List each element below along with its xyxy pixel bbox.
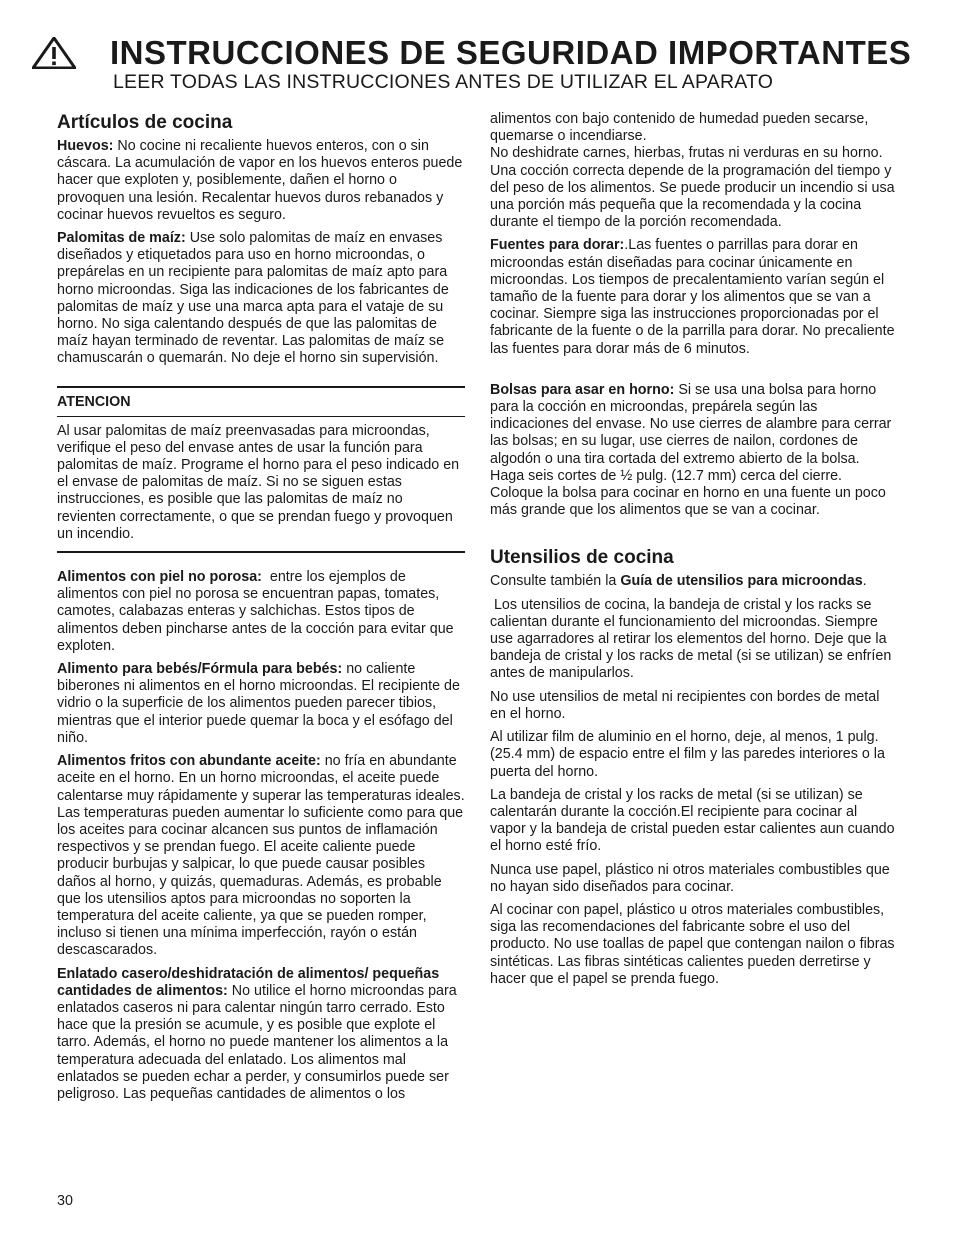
baby-food-label: Alimento para bebés/Fórmula para bebés: [57,661,343,678]
skin-foods-label: Alimentos con piel no porosa: [57,569,262,586]
caution-text: Al usar palomitas de maíz preenvasadas para microondas, verifique el peso del envase antes de usar la función para palomitas de maíz. Programe el horno para el peso indicado en el envase de palomitas de maíz. Si no se siguen estas instrucciones, es posible que las palomitas de maíz no revienten correctamente, o que se prendan fuego y provoquen un incendio. [57,422,460,542]
caution-title: ATENCION [57,388,465,417]
continued-text-1: alimentos con bajo contenido de humedad pueden secarse, quemarse o incendiarse. [490,111,869,145]
page-subtitle: LEER TODAS LAS INSTRUCCIONES ANTES DE UTILIZAR EL APARATO [113,71,774,93]
utensils-paragraph-6: Al cocinar con papel, plástico u otros materiales combustibles, siga las recomendaciones del fabricante sobre el uso del producto. No use toallas de papel que contengan nailon o fibras sintéticas. Las fibras sintéticas calientes pueden derretirse y hacer que el papel se prenda fuego. [490,901,895,987]
utensils-paragraph-1: Los utensilios de cocina, la bandeja de cristal y los racks se calientan durante el funcionamiento del microondas. Siempre use agarradores al retirar los elementos del horno. Deje que la bandeja de cristal y los racks de metal (si se utilizan) se enfríen antes de manipularlos. [490,596,896,682]
continued-text-2: No deshidrate carnes, hierbas, frutas ni verduras en su horno. [490,145,883,162]
popcorn-label: Palomitas de maíz: [57,230,186,247]
caution-box [57,386,465,553]
warning-triangle-icon [32,37,76,69]
skin-foods-paragraph [57,569,465,655]
see-also-paragraph [490,573,895,590]
skin-foods-text: entre los ejemplos de alimentos con piel no porosa se encuentran papas, tomates, camotes, calabazas enteras y salchichas. Estos tipos de alimentos deben pincharse antes de la cocción para evitar que exploten. [57,569,458,654]
page-header [28,36,928,93]
utensils-heading: Utensilios de cocina [490,547,674,569]
canning-paragraph [57,966,465,1104]
cookware-heading: Artículos de cocina [57,112,233,133]
fried-foods-label: Alimentos fritos con abundante aceite: [57,753,321,770]
utensils-paragraph-5: Nunca use papel, plástico ni otros materiales combustibles que no hayan sido diseñados para cocinar. [490,861,890,895]
title-row [28,36,928,70]
utensils-paragraph-2: No use utensilios de metal ni recipientes con bordes de metal en el horno. [490,688,880,722]
popcorn-text: Use solo palomitas de maíz en envases diseñados y etiquetados para uso en horno microondas, o prepárelas en un recipiente para palomitas de maíz apto para horno microondas. Siga las indicaciones de los fabricantes de palomitas de maíz y use una marca apta para el vataje de su horno. No siga calentando después de que las palomitas de maíz hayan terminado de reventar. Las palomitas de maíz se chamuscarán o quemarán. No deje el horno sin supervisión. [57,230,449,367]
oven-bags-paragraph [490,382,895,520]
caution-body [57,417,465,551]
see-also-prefix: Consulte también la [490,573,621,590]
browning-dish-text: .Las fuentes o parrillas para dorar en microondas están diseñadas para cocinar únicamente en microondas. Los tiempos de precalentamiento varían según el tamaño de la fuente para dorar y los alimentos que se van a cocinar. Siempre siga las instrucciones proporcionadas por el fabricante de la fuente o de la parrilla para dorar. No precaliente las fuentes para dorar más de 6 minutos. [490,237,895,357]
eggs-text: No cocine ni recaliente huevos enteros, con o sin cáscara. La acumulación de vapor en los huevos enteros puede hacer que exploten y, posiblemente, dañen el horno o provoquen una lesión. Recalentar huevos duros rebanados y cocinar huevos revueltos es seguro. [57,138,463,223]
baby-food-text: no caliente biberones ni alimentos en el horno microondas. El recipiente de vidrio o la superficie de los alimentos pueden parecer tibios, mientras que el interior puede quemar la boca y el esófago del niño. [57,661,460,746]
utensils-paragraph-3: Al utilizar film de aluminio en el horno, deje, al menos, 1 pulg. (25.4 mm) de espacio entre el film y las paredes interiores o la puerta del horno. [490,729,885,780]
see-also-guide: Guía de utensilios para microondas [620,573,863,590]
see-also-suffix: . [862,573,867,590]
fried-foods-paragraph [57,753,465,959]
fried-foods-text: no fría en abundante aceite en el horno. En un horno microondas, el aceite puede calentarse muy rápidamente y superar las temperaturas ideales. Las temperaturas pueden aumentar lo suficiente como para que los aceites para cocinar alcancen sus puntos de inflamación respectivos y se prendan fuego. El aceite caliente puede producir burbujas y salpicar, lo que puede causar posibles daños al horno, y quizás, quemaduras. Además, es probable que los utensilios aptos para microondas no soporten la temperatura del aceite caliente, ya que se pueden romper, incluso si tienen una mínima imperfección, rayón o están descascarados. [57,753,465,959]
canning-text: No utilice el horno microondas para enlatados caseros ni para calentar ningún tarro cerrado. Esto hace que la presión se acumule, y es posible que explote el tarro. Además, el horno no puede mantener los alimentos a la temperatura adecuada del enlatado. Los alimentos mal enlatados se pueden echar a perder, y consumirlos puede ser peligroso. Las pequeñas cantidades de alimentos o los [57,982,457,1102]
popcorn-paragraph [57,230,465,368]
oven-bags-label: Bolsas para asar en horno: [490,381,675,398]
eggs-paragraph [57,138,465,224]
right-column [490,111,895,994]
baby-food-paragraph [57,661,465,747]
browning-dish-paragraph [490,237,895,357]
page-title: INSTRUCCIONES DE SEGURIDAD IMPORTANTES [110,34,912,71]
oven-bags-text: Si se usa una bolsa para horno para la cocción en microondas, prepárela según las indicaciones del envase. No use cierres de alambre para cerrar las bolsas; en su lugar, use cierres de nailon, cordones de algodón o una tira cortada del extremo abierto de la bolsa. Haga seis cortes de ½ pulg. (12.7 mm) cerca del cierre. Coloque la bolsa para cocinar en horno en una fuente un poco más grande que los alimentos que se van a cocinar. [490,381,892,519]
browning-dish-label: Fuentes para dorar: [490,237,625,254]
continued-text-3: Una cocción correcta depende de la programación del tiempo y del peso de los alimentos. Se puede producir un incendio si usa una porción más pequeña que la recomendada y la cocina durante el tiempo de la porción recomendada. [490,162,895,231]
eggs-label: Huevos: [57,138,114,154]
left-column [57,112,465,1109]
canning-label: Enlatado casero/deshidratación de alimentos/ pequeñas cantidades de alimentos: [57,965,440,999]
utensils-paragraph-4: La bandeja de cristal y los racks de metal (si se utilizan) se calentarán durante la cocción.El recipiente para cocinar al vapor y la bandeja de cristal pueden estar calientes aun cuando el horno esté frío. [490,786,895,855]
page-number: 30 [57,1193,73,1209]
